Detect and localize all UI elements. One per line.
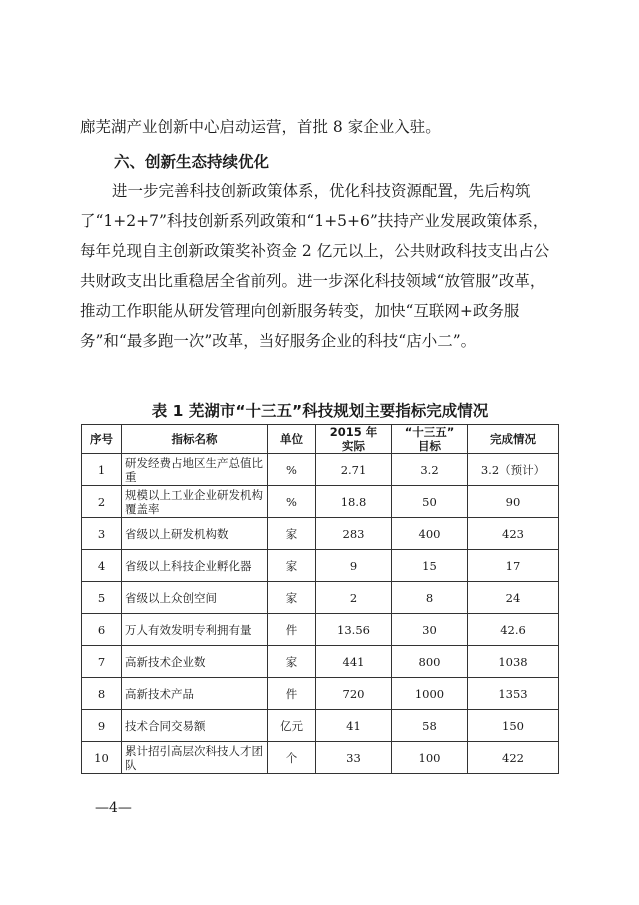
indicator-name-cell: 万人有效发明专利拥有量 (122, 614, 268, 646)
table-cell: 720 (316, 678, 392, 710)
table-cell: 58 (392, 710, 468, 742)
table-cell: 家 (268, 646, 316, 678)
table-cell: 2 (82, 486, 122, 518)
indicator-name-cell: 高新技术企业数 (122, 646, 268, 678)
table-header-cell: “十三五” 目标 (392, 425, 468, 454)
table-cell: 24 (468, 582, 559, 614)
indicator-name-cell: 省级以上研发机构数 (122, 518, 268, 550)
table-body (82, 454, 559, 774)
table-cell: 15 (392, 550, 468, 582)
table-cell: % (268, 454, 316, 486)
indicator-name-cell: 高新技术产品 (122, 678, 268, 710)
indicator-name-cell: 研发经费占地区生产总值比重 (122, 454, 268, 486)
table-cell: 2 (316, 582, 392, 614)
table-cell: 800 (392, 646, 468, 678)
table-row (82, 454, 559, 486)
table-cell: 10 (82, 742, 122, 774)
table-cell: 亿元 (268, 710, 316, 742)
table-row (82, 646, 559, 678)
table-cell: 家 (268, 582, 316, 614)
table-cell: 17 (468, 550, 559, 582)
table-cell: 3.2（预计） (468, 454, 559, 486)
table-cell: 100 (392, 742, 468, 774)
table-cell: 30 (392, 614, 468, 646)
table-cell: 6 (82, 614, 122, 646)
table-cell: 423 (468, 518, 559, 550)
section-heading: 六、创新生态持续优化 (114, 153, 270, 171)
table-cell: 家 (268, 550, 316, 582)
page-number: —4— (95, 800, 132, 816)
table-cell: 5 (82, 582, 122, 614)
table-cell: 422 (468, 742, 559, 774)
continuation-text: 廊芜湖产业创新中心启动运营，首批 8 家企业入驻。 (80, 118, 441, 136)
table-cell: 150 (468, 710, 559, 742)
table-row (82, 486, 559, 518)
table-cell: 1353 (468, 678, 559, 710)
table-cell: 3 (82, 518, 122, 550)
table-cell: 41 (316, 710, 392, 742)
table-header-cell: 2015 年 实际 (316, 425, 392, 454)
table-cell: 9 (82, 710, 122, 742)
table-cell: 4 (82, 550, 122, 582)
table-cell: 42.6 (468, 614, 559, 646)
table-cell: 7 (82, 646, 122, 678)
body-paragraph (80, 176, 560, 356)
table-header-row (82, 425, 559, 454)
body-text: 进一步完善科技创新政策体系，优化科技资源配置，先后构筑了“1+2+7”科技创新系列政策和“1+5+6”扶持产业发展政策体系，每年兑现自主创新政策奖补资金 2 亿元以上，公共财政科技支出占公共财政支出比重稳居全省前列。进一步深化科技领域“放管服”改革，推动工作职能从研发管理向创新服务转变，加快“互联网+政务服务”和“最多跑一次”改革，当好服务企业的科技“店小二”。 (80, 182, 550, 350)
indicator-name-cell: 省级以上科技企业孵化器 (122, 550, 268, 582)
table-caption: 表 1 芜湖市“十三五”科技规划主要指标完成情况 (151, 402, 489, 420)
table-cell: 50 (392, 486, 468, 518)
table-row (82, 678, 559, 710)
table-row (82, 614, 559, 646)
table-cell: 1000 (392, 678, 468, 710)
table-cell: % (268, 486, 316, 518)
indicator-name-cell: 省级以上众创空间 (122, 582, 268, 614)
table-cell: 件 (268, 678, 316, 710)
table-cell: 家 (268, 518, 316, 550)
table-cell: 283 (316, 518, 392, 550)
table-row (82, 582, 559, 614)
table-cell: 441 (316, 646, 392, 678)
table-cell: 个 (268, 742, 316, 774)
table-cell: 8 (82, 678, 122, 710)
table-row (82, 742, 559, 774)
indicator-name-cell: 累计招引高层次科技人才团队 (122, 742, 268, 774)
table-cell: 8 (392, 582, 468, 614)
table-cell: 18.8 (316, 486, 392, 518)
table-header-cell: 完成情况 (468, 425, 559, 454)
table-cell: 33 (316, 742, 392, 774)
table-cell: 1038 (468, 646, 559, 678)
table-header-cell: 序号 (82, 425, 122, 454)
indicator-name-cell: 规模以上工业企业研发机构覆盖率 (122, 486, 268, 518)
table-row (82, 550, 559, 582)
table-row (82, 710, 559, 742)
table-cell: 2.71 (316, 454, 392, 486)
indicator-name-cell: 技术合同交易额 (122, 710, 268, 742)
paragraph-continuation (80, 112, 560, 142)
table-cell: 1 (82, 454, 122, 486)
table-cell: 件 (268, 614, 316, 646)
indicator-table (81, 424, 559, 774)
table-cell: 90 (468, 486, 559, 518)
table-cell: 400 (392, 518, 468, 550)
table-row (82, 518, 559, 550)
table-cell: 3.2 (392, 454, 468, 486)
table-cell: 9 (316, 550, 392, 582)
table-header-cell: 指标名称 (122, 425, 268, 454)
table-header-cell: 单位 (268, 425, 316, 454)
table-cell: 13.56 (316, 614, 392, 646)
